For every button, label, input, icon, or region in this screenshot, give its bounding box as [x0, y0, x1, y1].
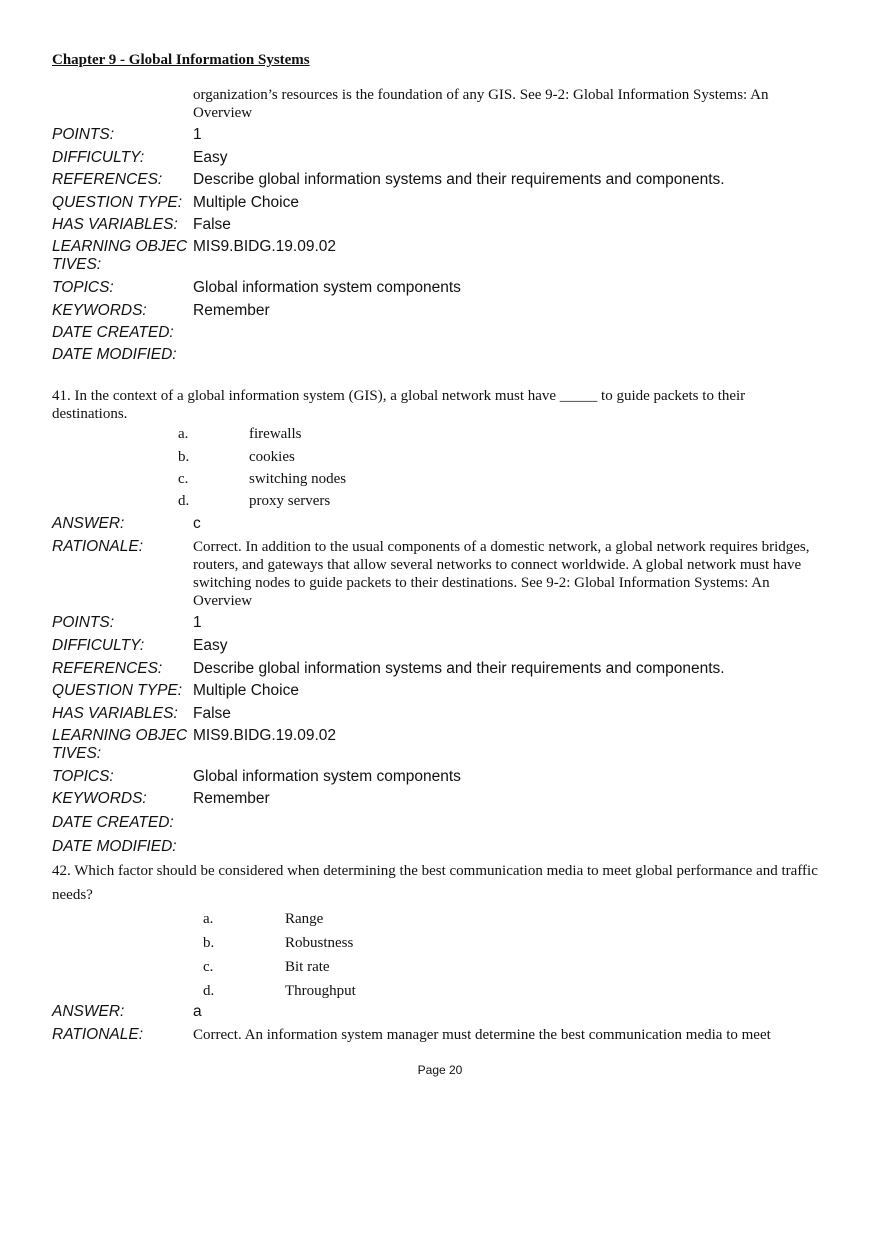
difficulty-label: DIFFICULTY:	[52, 637, 145, 654]
learning-objectives-label-line1: LEARNING OBJEC	[52, 727, 188, 744]
date-modified-label: DATE MODIFIED:	[52, 838, 177, 855]
answer-label: ANSWER:	[52, 515, 125, 532]
q41-option-letter: b.	[178, 449, 190, 465]
q42-option-text: Robustness	[285, 935, 354, 951]
q41-option-text: cookies	[249, 449, 295, 465]
points-value: 1	[193, 126, 202, 143]
q41-option-letter: d.	[178, 493, 190, 509]
question-41-text: 41. In the context of a global information system (GIS), a global network must have _____ to guide packets to their destinations.	[52, 388, 746, 422]
topics-label: TOPICS:	[52, 768, 114, 785]
rationale-label: RATIONALE:	[52, 538, 144, 555]
answer-value: c	[193, 515, 201, 532]
keywords-value: Remember	[193, 790, 270, 807]
references-value: Describe global information systems and their requirements and components.	[193, 171, 725, 188]
answer-label: ANSWER:	[52, 1003, 125, 1020]
q42-option-letter: b.	[203, 935, 215, 951]
chapter-title: Chapter 9 - Global Information Systems	[52, 52, 310, 68]
has-variables-value: False	[193, 216, 231, 233]
topics-label: TOPICS:	[52, 279, 114, 296]
page-number: Page 20	[417, 1063, 463, 1077]
topics-value: Global information system components	[193, 768, 461, 785]
q41-option-text: proxy servers	[249, 493, 331, 509]
q41-option-text: switching nodes	[249, 471, 347, 487]
q41-option-text: firewalls	[249, 426, 302, 442]
question-type-label: QUESTION TYPE:	[52, 682, 183, 699]
q41-option-letter: c.	[178, 471, 189, 487]
keywords-label: KEYWORDS:	[52, 790, 147, 807]
learning-objectives-label-line1: LEARNING OBJEC	[52, 238, 188, 255]
question-type-value: Multiple Choice	[193, 682, 299, 699]
topics-value: Global information system components	[193, 279, 461, 296]
prev-rationale-tail: organization’s resources is the foundation of any GIS. See 9-2: Global Information Systems: An Overview	[193, 87, 769, 121]
difficulty-value: Easy	[193, 149, 228, 166]
q41-option-letter: a.	[178, 426, 189, 442]
difficulty-value: Easy	[193, 637, 228, 654]
learning-objectives-label-line2: TIVES:	[52, 745, 102, 762]
date-created-label: DATE CREATED:	[52, 814, 174, 831]
question-type-value: Multiple Choice	[193, 194, 299, 211]
rationale-value: Correct. An information system manager must determine the best communication media to meet	[193, 1027, 771, 1043]
points-label: POINTS:	[52, 126, 115, 143]
rationale-value: Correct. In addition to the usual components of a domestic network, a global network requires bridges, routers, and gateways that allow several networks to connect worldwide. A global network must have switching nodes to guide packets to their destinations. See 9-2: Global Information Systems: An Overview	[193, 539, 810, 609]
q42-option-letter: d.	[203, 983, 215, 999]
date-modified-label: DATE MODIFIED:	[52, 346, 177, 363]
q42-option-text: Range	[285, 911, 324, 927]
q42-option-letter: a.	[203, 911, 214, 927]
has-variables-label: HAS VARIABLES:	[52, 216, 178, 233]
keywords-label: KEYWORDS:	[52, 302, 147, 319]
references-label: REFERENCES:	[52, 171, 163, 188]
has-variables-value: False	[193, 705, 231, 722]
answer-value: a	[193, 1003, 202, 1020]
has-variables-label: HAS VARIABLES:	[52, 705, 178, 722]
keywords-value: Remember	[193, 302, 270, 319]
references-label: REFERENCES:	[52, 660, 163, 677]
difficulty-label: DIFFICULTY:	[52, 149, 145, 166]
q42-option-letter: c.	[203, 959, 214, 975]
date-created-label: DATE CREATED:	[52, 324, 174, 341]
learning-objectives-label-line2: TIVES:	[52, 256, 102, 273]
question-type-label: QUESTION TYPE:	[52, 194, 183, 211]
points-label: POINTS:	[52, 614, 115, 631]
rationale-label: RATIONALE:	[52, 1026, 144, 1043]
q42-option-text: Bit rate	[285, 959, 330, 975]
references-value: Describe global information systems and their requirements and components.	[193, 660, 725, 677]
question-42-text: 42. Which factor should be considered when determining the best communication media to meet global performance and traffic needs?	[52, 863, 818, 903]
q42-option-text: Throughput	[285, 983, 356, 999]
learning-objectives-value: MIS9.BIDG.19.09.02	[193, 727, 337, 744]
points-value: 1	[193, 614, 202, 631]
learning-objectives-value: MIS9.BIDG.19.09.02	[193, 238, 337, 255]
